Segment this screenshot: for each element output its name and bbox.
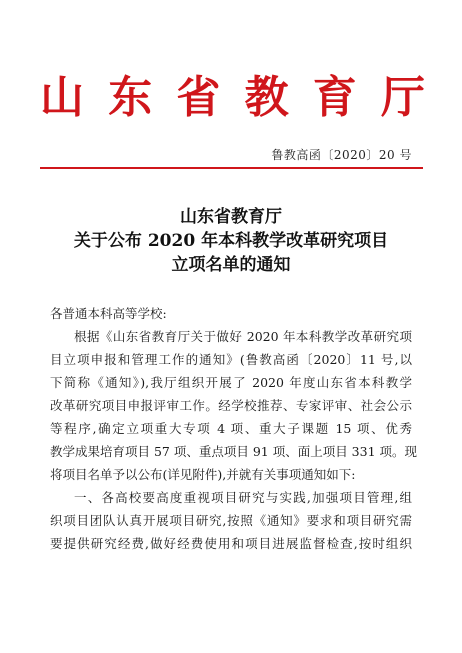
document-number: 鲁教高函〔2020〕20 号: [271, 148, 412, 162]
letterhead: [40, 70, 425, 126]
document-title: [0, 205, 462, 277]
title-line-3: 立项名单的通知: [171, 255, 291, 275]
letterhead-char: 东: [108, 72, 153, 123]
text-line: 改革研究项目申报评审工作。经学校推荐、专家评审、社会公示: [50, 398, 412, 413]
text-line: 根据《山东省教育厅关于做好 2020 年本科教学改革研究项: [74, 329, 412, 344]
letterhead-char: 育: [312, 72, 357, 123]
letterhead-char: 省: [176, 72, 221, 123]
text-line: 下简称《通知》),我厅组织开展了 2020 年度山东省本科教学: [50, 375, 412, 390]
letterhead-char: 厅: [380, 72, 425, 123]
text-line: 教学成果培育项目 57 项、重点项目 91 项、面上项目 331 项。现: [50, 444, 418, 459]
letterhead-char: 教: [244, 72, 289, 123]
paragraph-2: [50, 486, 412, 555]
paragraph-1: [50, 325, 418, 486]
text-line: 目立项申报和管理工作的通知》(鲁教高函〔2020〕11 号,以: [50, 352, 412, 367]
text-line: 要提供研究经费,做好经费使用和项目进展监督检查,按时组织: [50, 536, 412, 551]
document-body: [50, 302, 418, 555]
letterhead-char: 山: [40, 72, 84, 123]
text-line: 将项目名单予以公布(详见附件),并就有关事项通知如下:: [50, 467, 356, 482]
title-line-2: 关于公布 2020 年本科教学改革研究项目: [73, 231, 389, 251]
title-line-1: 山东省教育厅: [180, 207, 282, 227]
text-line: 织项目团队认真开展项目研究,按照《通知》要求和项目研究需: [50, 513, 412, 528]
text-line: 等程序,确定立项重大专项 4 项、重大子课题 15 项、优秀: [50, 421, 412, 436]
text-line: 一、各高校要高度重视项目研究与实践,加强项目管理,组: [74, 490, 412, 505]
salutation: 各普通本科高等学校:: [50, 306, 167, 321]
red-divider-line: [40, 167, 423, 169]
